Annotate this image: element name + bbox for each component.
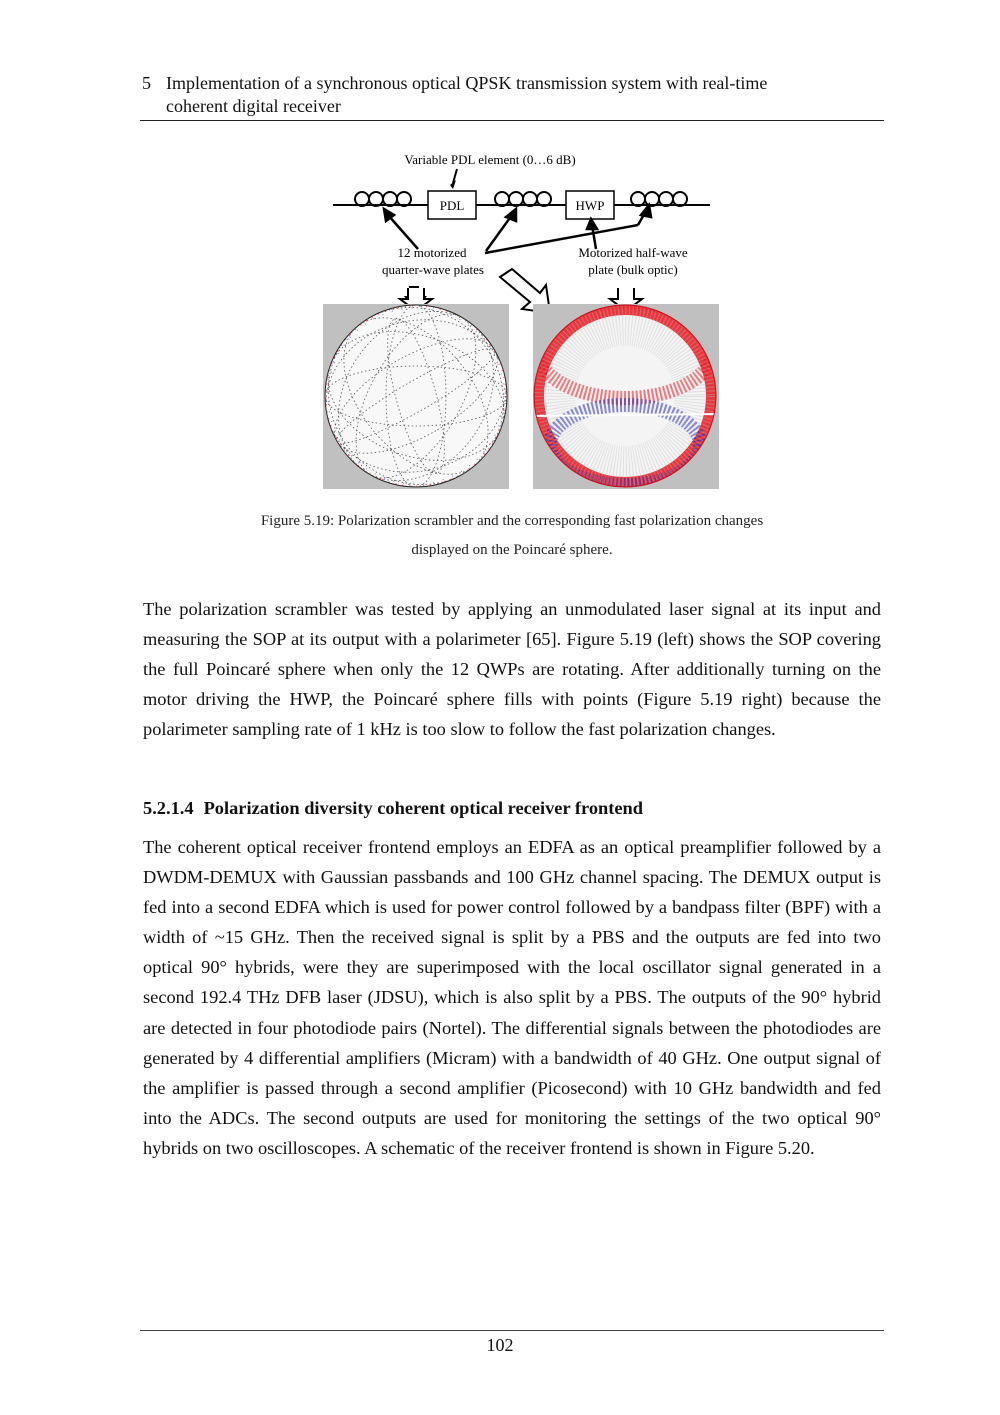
paragraph-2: The coherent optical receiver frontend employs an EDFA as an optical preamplifier followed by a DWDM-DEMUX with Gaussian passbands and 100 GHz channel spacing. The DEMUX output is fed into a second EDFA which is used for power control followed by a bandpass filter (BPF) with a width of ~15 GHz. Then the received signal is split by a PBS and the outputs are fed into two optical 90° hybrids, were they are superimposed with the local oscillator signal generated in a second 192.4 THz DFB laser (JDSU), which is also split by a PBS. The outputs of the 90° hybrid are detected in four photodiode pairs (Nortel). The differential signals between the photodiodes are generated by 4 differential amplifiers (Micram) with a bandwidth of 40 GHz. One output signal of the amplifier is passed through a second amplifier (Picosecond) with 10 GHz bandwidth and fed into the ADCs. The second outputs are used for monitoring the settings of the two optical 90° hybrids on two oscilloscopes. A schematic of the receiver frontend is shown in Figure 5.20. <box>143 837 881 1158</box>
qwp-label-line-2: quarter-wave plates <box>382 262 484 277</box>
qwp-label-line-1: 12 motorized <box>397 245 467 260</box>
qwp-coils-group-2 <box>495 192 551 206</box>
header-rule <box>140 120 884 121</box>
hwp-label-line-2: plate (bulk optic) <box>588 262 678 277</box>
pdl-box-label: PDL <box>439 198 465 213</box>
section-heading <box>143 796 643 820</box>
hwp-box-label: HWP <box>575 198 605 213</box>
header-title-line-1: Implementation of a synchronous optical QPSK transmission system with real-time <box>166 73 768 93</box>
page-number: 102 <box>486 1335 514 1355</box>
figure-5-19 <box>300 145 740 495</box>
section-title: Polarization diversity coherent optical receiver frontend <box>203 798 643 818</box>
running-header <box>142 72 884 118</box>
section-number: 5.2.1.4 <box>143 798 194 818</box>
figure-diagram <box>300 145 740 495</box>
chapter-number: 5 <box>142 73 151 93</box>
header-line-1 <box>142 72 884 95</box>
caption-line-2: displayed on the Poincaré sphere. <box>411 542 613 558</box>
hwp-label-line-1: Motorized half-wave <box>578 245 688 260</box>
header-title-line-2: coherent digital receiver <box>166 96 341 116</box>
footer-rule <box>140 1330 884 1331</box>
qwp-coils-group-1 <box>355 192 411 206</box>
figure-caption <box>140 507 884 565</box>
qwp-coils-group-3 <box>631 192 687 206</box>
paragraph-1: The polarization scrambler was tested by applying an unmodulated laser signal at its input and measuring the SOP at its output with a polarimeter [65]. Figure 5.19 (left) shows the SOP covering the full Poincaré sphere when only the 12 QWPs are rotating. After additionally turning on the motor driving the HWP, the Poincaré sphere fills with points (Figure 5.19 right) because the polarimeter sampling rate of 1 kHz is too slow to follow the fast polarization changes. <box>143 599 881 740</box>
caption-line-1: Figure 5.19: Polarization scrambler and the corresponding fast polarization changes <box>260 513 764 529</box>
pdl-element-label: Variable PDL element (0…6 dB) <box>404 152 576 167</box>
